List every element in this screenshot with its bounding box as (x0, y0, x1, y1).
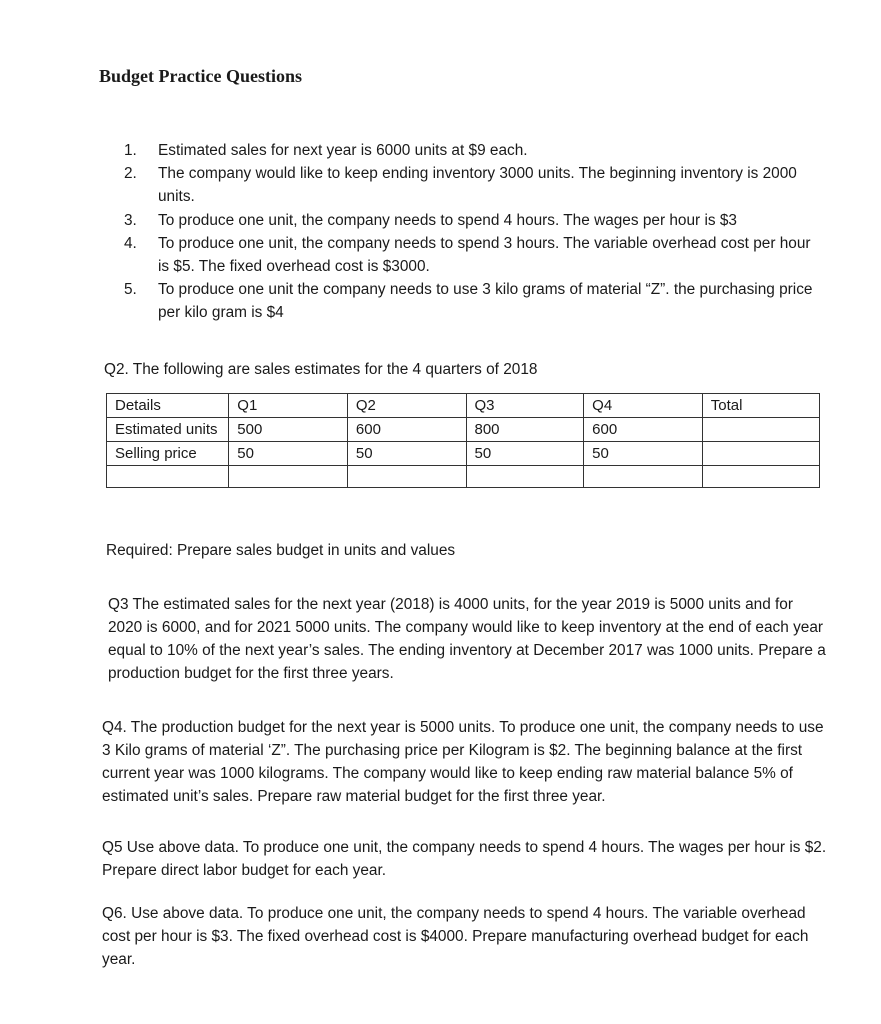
table-cell: 600 (347, 418, 466, 442)
list-item-number: 1. (124, 142, 137, 159)
question-5-text: Q5 Use above data. To produce one unit, the company needs to spend 4 hours. The wages per hour is $2. Prepare direct labor budget for each year. (102, 839, 827, 879)
table-cell: 500 (229, 418, 348, 442)
table-cell (347, 466, 466, 488)
table-cell (229, 466, 348, 488)
list-item-text: Estimated sales for next year is 6000 units at $9 each. (158, 142, 528, 159)
question-2-required: Required: Prepare sales budget in units and values (106, 542, 456, 559)
table-cell: 50 (347, 442, 466, 466)
table-header-cell: Q2 (347, 394, 466, 418)
table-cell: Estimated units (107, 418, 229, 442)
table-cell: 600 (584, 418, 703, 442)
list-item (124, 162, 824, 208)
table-cell (107, 466, 229, 488)
table-row (107, 442, 820, 466)
list-item-number: 2. (124, 165, 137, 183)
list-item-number: 3. (124, 211, 137, 229)
table-cell (702, 418, 819, 442)
table-cell (702, 466, 819, 488)
list-item-text: The company would like to keep ending inventory 3000 units. The beginning inventory is 2000 units. (158, 165, 797, 206)
page-title: Budget Practice Questions (99, 66, 302, 86)
table-cell: 800 (466, 418, 584, 442)
list-item (124, 209, 824, 232)
question-3-text: Q3 The estimated sales for the next year (2018) is 4000 units, for the year 2019 is 5000 units and for 2020 is 6000, and for 2021 5000 units. The company would like to keep inventory at the end of each year equal to 10% of the next year’s sales. The ending inventory at December 2017 was 1000 units. Prepare a production budget for the first three years. (108, 596, 826, 682)
question-6-text: Q6. Use above data. To produce one unit, the company needs to spend 4 hours. The variable overhead cost per hour is $3. The fixed overhead cost is $4000. Prepare manufacturing overhead budget for each year. (102, 905, 809, 968)
list-item (124, 232, 824, 278)
question-2-text: Q2. The following are sales estimates for the 4 quarters of 2018 (104, 361, 538, 378)
table-cell: Selling price (107, 442, 229, 466)
table-header-row (107, 394, 820, 418)
list-item-number: 5. (124, 281, 137, 299)
table-cell (466, 466, 584, 488)
table-header-cell: Details (107, 394, 229, 418)
table-header-cell: Total (702, 394, 819, 418)
table-cell: 50 (466, 442, 584, 466)
list-item-text: To produce one unit the company needs to use 3 kilo grams of material “Z”. the purchasing price per kilo gram is $4 (158, 281, 813, 322)
table-row (107, 418, 820, 442)
sales-estimate-table (106, 393, 820, 488)
table-header-cell: Q1 (229, 394, 348, 418)
question-4-text: Q4. The production budget for the next year is 5000 units. To produce one unit, the company needs to use 3 Kilo grams of material ‘Z”. The purchasing price per Kilogram is $2. The beginning balance at the first current year was 1000 kilograms. The company would like to keep ending raw material balance 5% of estimated unit’s sales. Prepare raw material budget for the first three year. (102, 719, 824, 805)
table-cell: 50 (229, 442, 348, 466)
list-item (124, 139, 824, 162)
table-cell (584, 466, 703, 488)
list-item-number: 4. (124, 234, 137, 252)
table-header-cell: Q4 (584, 394, 703, 418)
table-row (107, 466, 820, 488)
table-cell: 50 (584, 442, 703, 466)
table-cell (702, 442, 819, 466)
list-item-text: To produce one unit, the company needs to spend 3 hours. The variable overhead cost per hour is $5. The fixed overhead cost is $3000. (158, 234, 811, 276)
list-item-text: To produce one unit, the company needs to spend 4 hours. The wages per hour is $3 (158, 211, 737, 229)
list-item (124, 278, 824, 324)
question-1-list (124, 139, 824, 325)
table-header-cell: Q3 (466, 394, 584, 418)
